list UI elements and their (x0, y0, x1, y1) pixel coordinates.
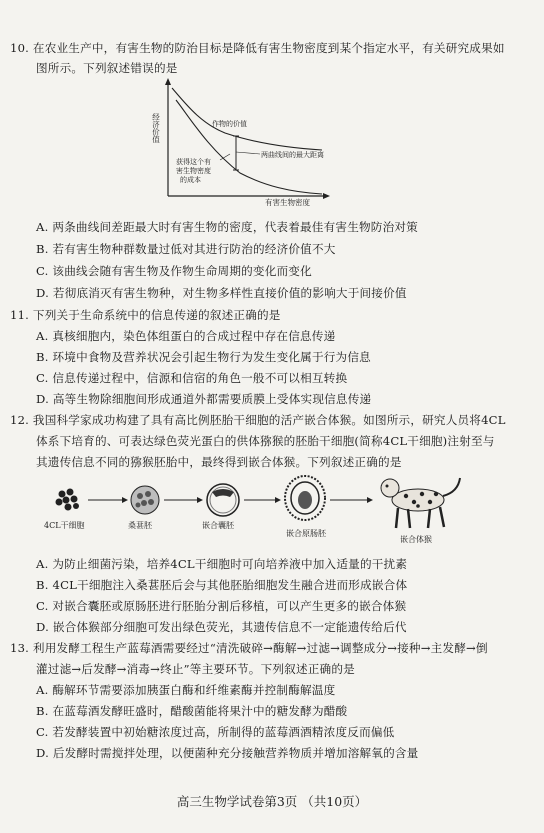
q11-option-c: C. 信息传递过程中，信源和信宿的角色一般不可以相互转换 (36, 371, 348, 385)
morula-label: 桑葚胚 (128, 521, 152, 530)
cost-label-3: 的成本 (180, 176, 201, 184)
q13-stem-line2: 灌过滤→后发酵→消毒→终止”等主要环节。下列叙述正确的是 (36, 662, 355, 676)
y-axis-arrow (165, 78, 171, 85)
q12-stem-line1: 12. 我国科学家成功构建了具有高比例胚胎干细胞的活产嵌合体猴。如图所示，研究人员将4CL (10, 413, 506, 427)
max-distance-label: 两曲线间的最大距离 (261, 151, 324, 159)
q12-stem-line2: 体系下培育的、可表达绿色荧光蛋白的供体猕猴的胚胎干细胞(简称4CL干细胞)注射至与 (36, 434, 495, 448)
y-axis-label: 经济价值 (151, 113, 161, 143)
monkey-icon (381, 478, 460, 528)
q13-option-b: B. 在蓝莓酒发酵旺盛时，醋酸菌能将果汁中的糖发酵为醋酸 (36, 704, 348, 718)
cost-label-2: 害生物密度 (176, 167, 211, 175)
q12-option-c: C. 对嵌合囊胚或原肠胚进行胚胎分割后移植，可以产生更多的嵌合体猴 (36, 599, 407, 613)
q12-option-a: A. 为防止细菌污染，培养4CL干细胞时可向培养液中加入适量的干扰素 (36, 557, 408, 571)
monkey-label: 嵌合体猴 (400, 535, 432, 544)
q10-option-a: A. 两条曲线间差距最大时有害生物的密度，代表着最佳有害生物防治对策 (36, 220, 418, 234)
q10-stem-line1: 10. 在农业生产中，有害生物的防治目标是降低有害生物密度到某个指定水平，有关研究成果如 (10, 41, 505, 55)
q11-stem: 11. 下列关于生命系统中的信息传递的叙述正确的是 (10, 308, 281, 322)
gastrula-icon (285, 476, 325, 520)
stem-cell-label: 4CL干细胞 (44, 521, 85, 530)
stem-cells-icon (56, 489, 80, 511)
q10-figure (140, 78, 340, 206)
q12-figure (40, 472, 470, 552)
q12-option-b: B. 4CL干细胞注入桑葚胚后会与其他胚胎细胞发生融合进而形成嵌合体 (36, 578, 408, 592)
blastocyst-icon (207, 484, 239, 516)
x-axis-label: 有害生物密度 (265, 198, 310, 206)
q13-stem-line1: 13. 利用发酵工程生产蓝莓酒需要经过“清洗破碎→酶解→过滤→调整成分→接种→主发酵→倒 (10, 641, 488, 655)
gastrula-label: 嵌合原肠胚 (286, 529, 326, 538)
q11-option-d: D. 高等生物除细胞间形成通道外都需要质膜上受体实现信息传递 (36, 392, 372, 406)
q10-option-c: C. 该曲线会随有害生物及作物生命周期的变化而变化 (36, 264, 312, 278)
q12-stem-line3: 其遗传信息不同的猕猴胚胎中，最终得到嵌合体猴。下列叙述正确的是 (36, 455, 402, 469)
q13-option-a: A. 酶解环节需要添加胰蛋白酶和纤维素酶并控制酶解温度 (36, 683, 336, 697)
crop-value-curve (172, 88, 322, 150)
q13-option-c: C. 若发酵装置中初始糖浓度过高，所制得的蓝莓酒酒精浓度反而偏低 (36, 725, 395, 739)
q10-option-d: D. 若彻底消灭有害生物种，对生物多样性直接价值的影响大于间接价值 (36, 286, 407, 300)
q10-option-b: B. 若有害生物种群数量过低对其进行防治的经济价值不大 (36, 242, 336, 256)
q10-stem-line2: 图所示。下列叙述错误的是 (36, 61, 178, 75)
blastocyst-label: 嵌合囊胚 (202, 521, 234, 530)
crop-value-label: 作物的价值 (212, 120, 247, 128)
page-footer: 高三生物学试卷第3页 （共10页） (176, 794, 368, 809)
morula-icon (131, 486, 159, 514)
q11-option-a: A. 真核细胞内，染色体组蛋白的合成过程中存在信息传递 (36, 329, 336, 343)
q11-option-b: B. 环境中食物及营养状况会引起生物行为发生变化属于行为信息 (36, 350, 371, 364)
x-axis-arrow (323, 193, 330, 199)
q13-option-d: D. 后发酵时需搅拌处理，以便菌种充分接触营养物质并增加溶解氧的含量 (36, 746, 419, 760)
cost-label-1: 获得这个有 (176, 158, 211, 166)
q12-option-d: D. 嵌合体猴部分细胞可发出绿色荧光，其遗传信息不一定能遗传给后代 (36, 620, 407, 634)
